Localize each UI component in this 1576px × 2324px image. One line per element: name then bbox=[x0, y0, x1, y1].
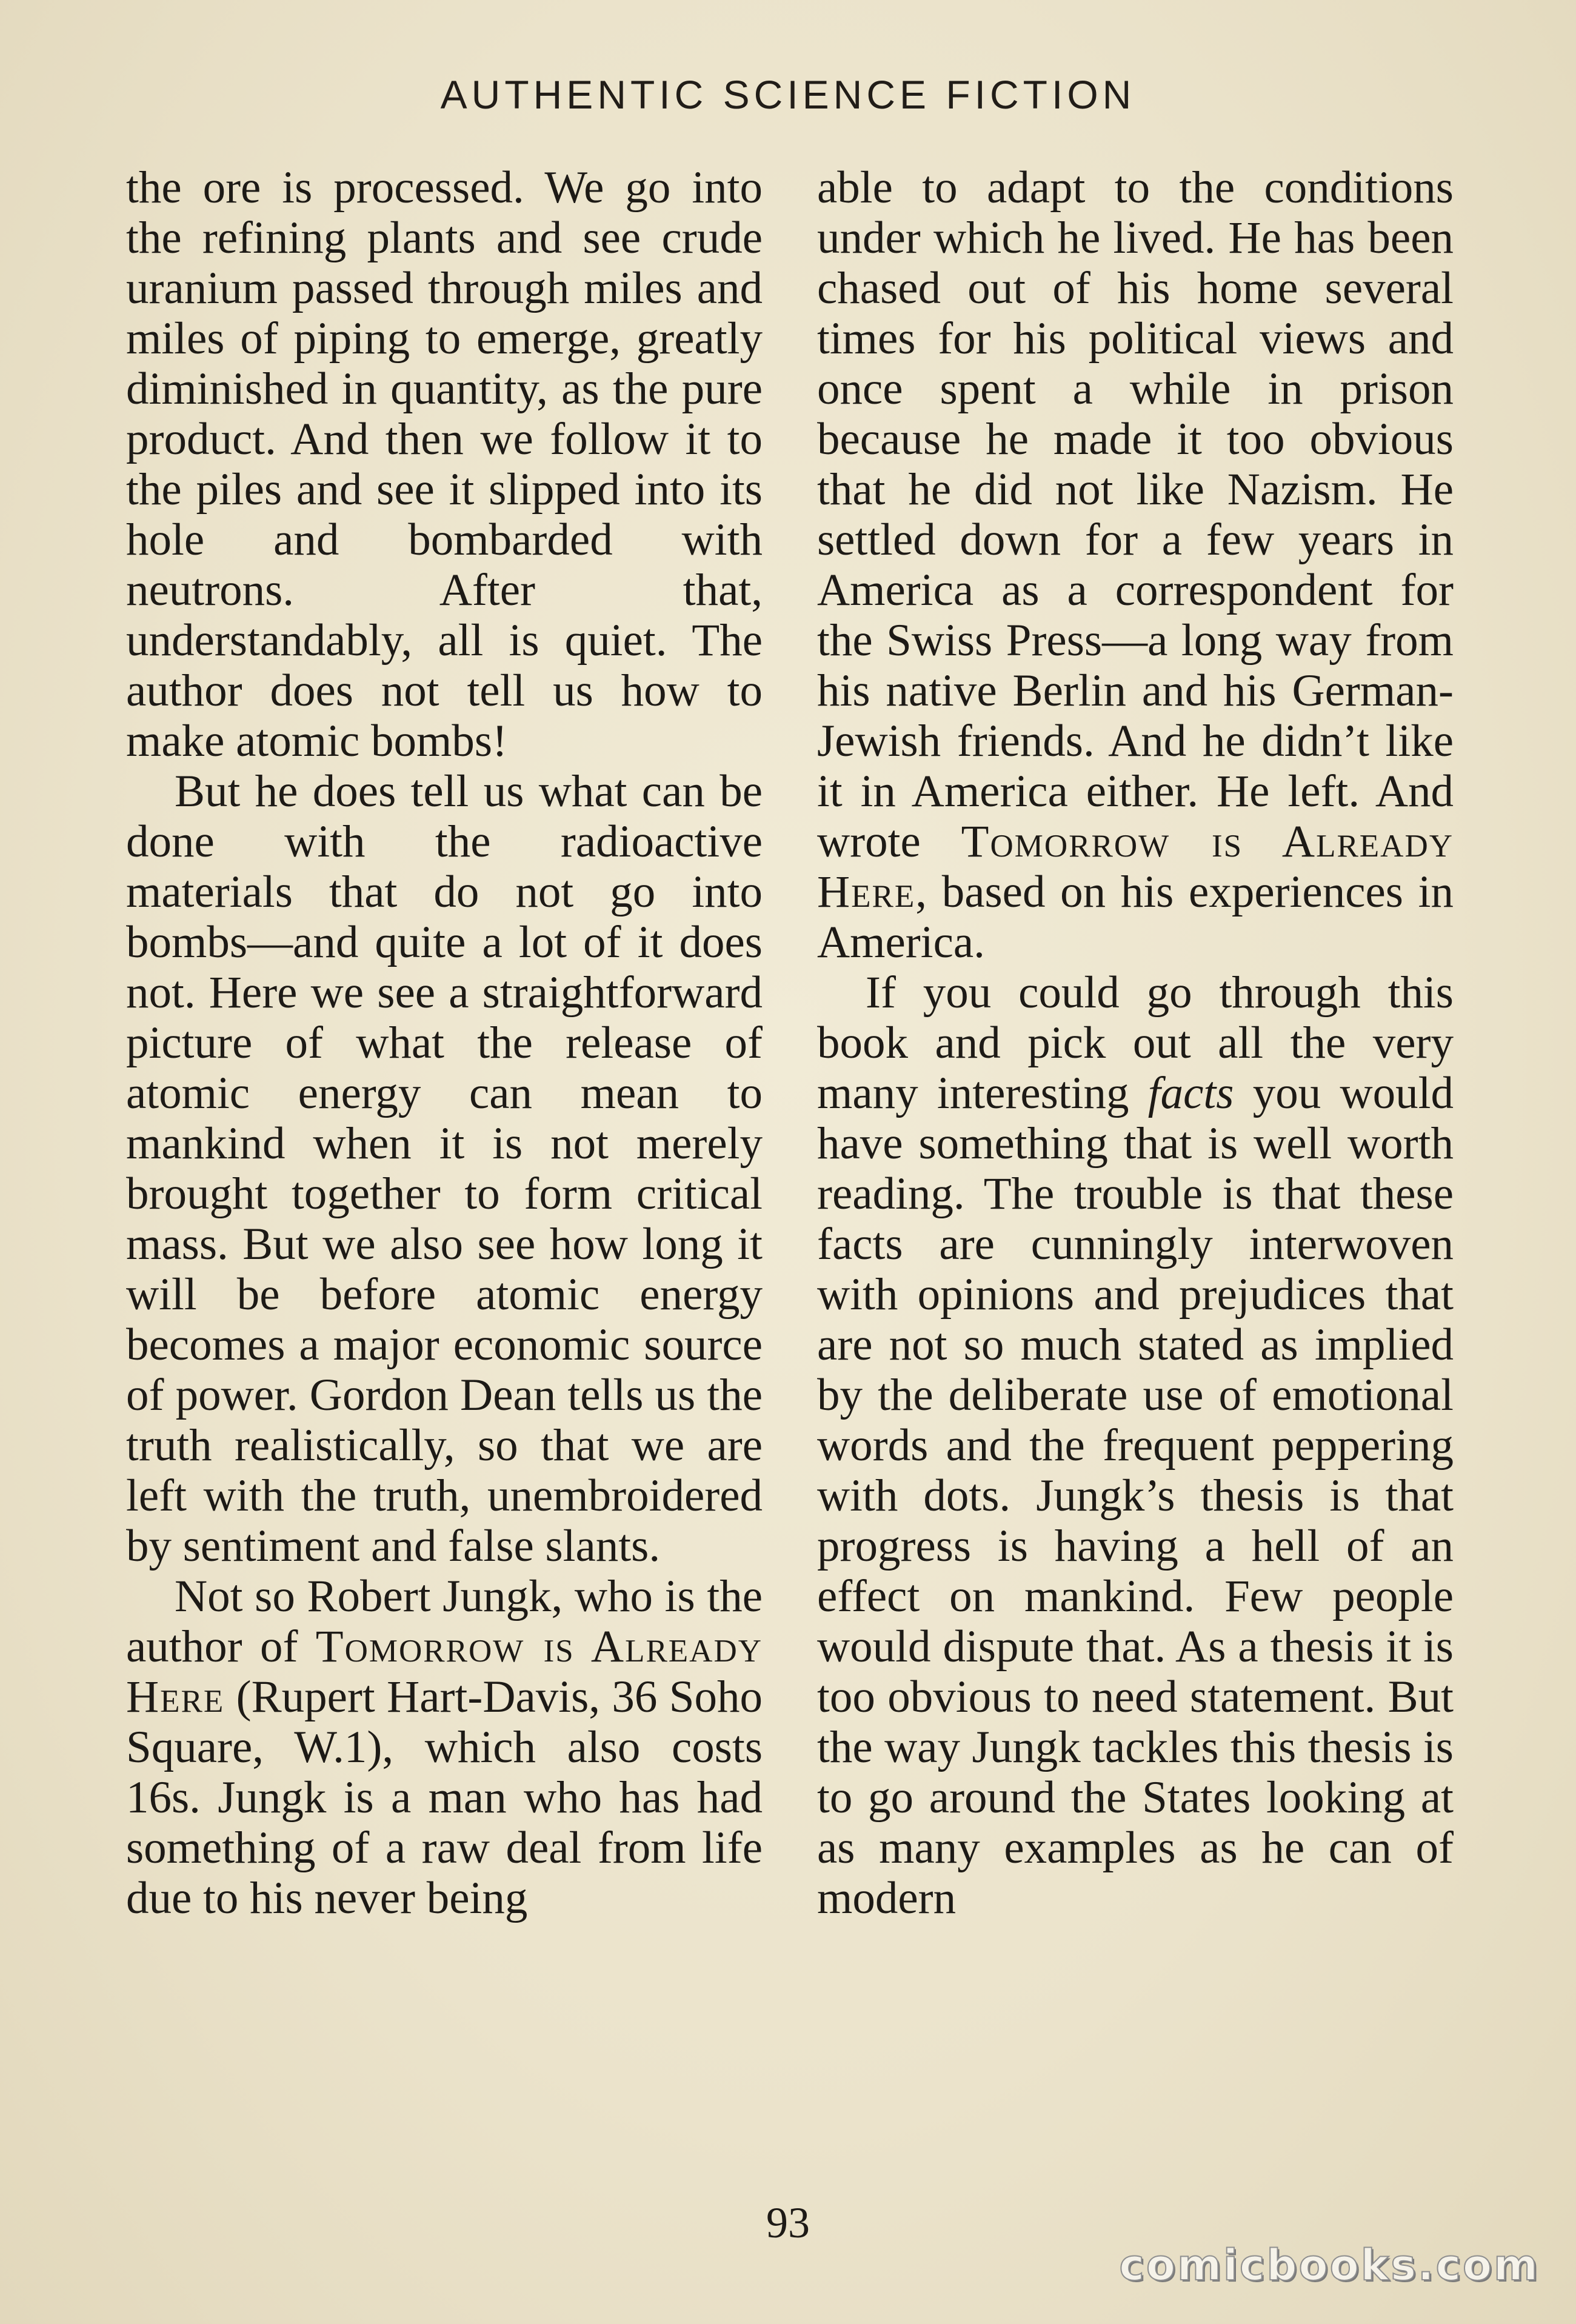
paragraph-text: able to adapt to the conditions under which he lived. He has been chased out of his home several times for his political views and once spent a while in prison because he made it too obvious that he did not like Nazism. He settled down for a few years in America as a correspondent for the Swiss Press—a long way from his native Berlin and his German-Jewish friends. And he didn’t like it in America either. He left. And wrote bbox=[817, 162, 1454, 867]
paragraph-text: (Rupert Hart-Davis, 36 Soho Square, W.1), which also costs 16s. Jungk is a man who has had something of a raw deal from life due to his never being bbox=[126, 1672, 763, 1923]
watermark-logo: comicbooks.com bbox=[1119, 2240, 1540, 2290]
right-column bbox=[817, 162, 1454, 1923]
paragraph: But he does tell us what can be done with the radioactive materials that do not go into bombs—and quite a lot of it does not. Here we see a straightforward picture of what the release of atomic energy can mean to mankind when it is not merely brought together to form critical mass. But we also see how long it will be before atomic energy becomes a major economic source of power. Gordon Dean tells us the truth realistically, so that we are left with the truth, unembroidered by sentiment and false slants. bbox=[126, 766, 763, 1571]
paragraph-text: If you could go through this book and pick out all the very many interesting bbox=[817, 967, 1454, 1118]
paragraph bbox=[817, 967, 1454, 1923]
emphasis: facts bbox=[1147, 1068, 1234, 1118]
page-number: 93 bbox=[766, 2199, 810, 2247]
left-column bbox=[126, 162, 763, 1923]
paragraph: the ore is processed. We go into the refining plants and see crude uranium passed through miles and miles of piping to emerge, greatly diminished in quantity, as the pure product. And then we follow it to the piles and see it slipped into its hole and bombarded with neutrons. After that, understandably, all is quiet. The author does not tell us how to make atomic bombs! bbox=[126, 162, 763, 766]
paragraph bbox=[126, 1571, 763, 1923]
paragraph bbox=[817, 162, 1454, 967]
paragraph-text: , based on his experiences in America. bbox=[817, 867, 1454, 967]
book-title: Tomorrow is Already Here bbox=[817, 816, 1454, 917]
paragraph-text: Not so Robert Jungk, who is the author of bbox=[126, 1571, 763, 1672]
running-head: AUTHENTIC SCIENCE FICTION bbox=[440, 72, 1136, 117]
book-title: Tomorrow is Already Here bbox=[126, 1621, 763, 1722]
paragraph-text: you would have something that is well worth reading. The trouble is that these facts are cunningly interwoven with opinions and prejudices that are not so much stated as implied by the deliberate use of emotional words and the frequent peppering with dots. Jungk’s thesis is that progress is having a hell of an effect on mankind. Few people would dispute that. As a thesis it is too obvious to need statement. But the way Jungk tackles this thesis is to go around the States looking at as many examples as he can of modern bbox=[817, 1068, 1454, 1923]
